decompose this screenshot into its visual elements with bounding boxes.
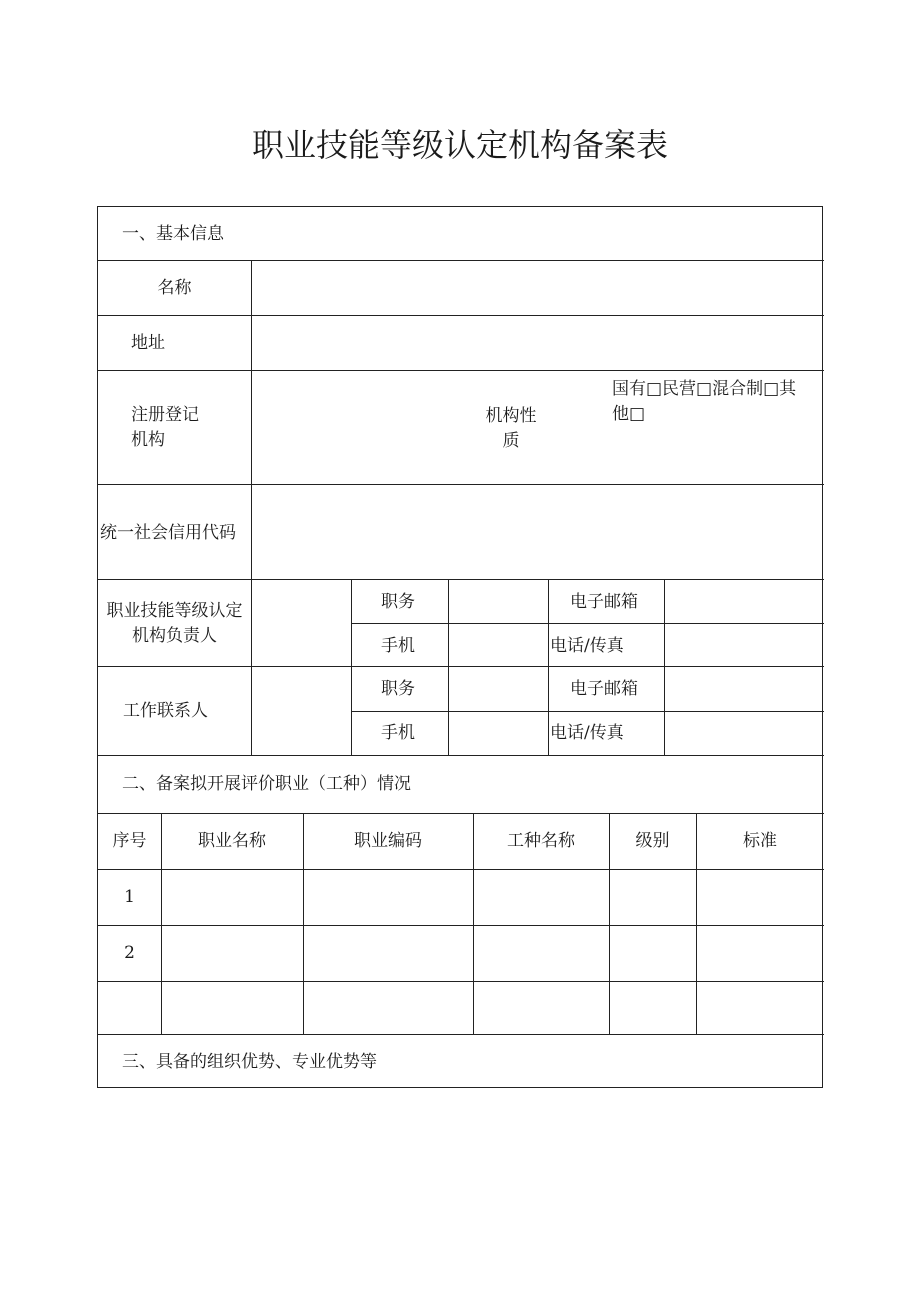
section-1-heading: 一、基本信息 bbox=[122, 224, 224, 244]
divider bbox=[98, 813, 824, 814]
divider bbox=[98, 981, 824, 982]
reg-authority-label: 注册登记 bbox=[131, 405, 199, 425]
divider bbox=[664, 579, 665, 755]
divider bbox=[98, 925, 824, 926]
divider bbox=[448, 579, 449, 755]
divider bbox=[98, 666, 824, 667]
column-header: 工种名称 bbox=[507, 831, 575, 851]
divider bbox=[548, 579, 549, 755]
column-header: 序号 bbox=[112, 831, 147, 851]
divider bbox=[351, 579, 352, 755]
column-header: 标准 bbox=[743, 831, 777, 851]
address-field[interactable] bbox=[254, 321, 822, 368]
nature-label: 质 bbox=[502, 431, 520, 451]
divider bbox=[98, 370, 824, 371]
divider bbox=[98, 315, 824, 316]
phone-fax-label: 电话/传真 bbox=[550, 636, 624, 656]
position-label: 职务 bbox=[381, 679, 415, 699]
credit-code-field[interactable] bbox=[254, 490, 822, 576]
nature-options[interactable]: 国有□民营□混合制□其 bbox=[612, 379, 797, 399]
registration-form bbox=[97, 206, 823, 1088]
nature-options[interactable]: 他□ bbox=[612, 404, 646, 424]
divider bbox=[98, 484, 824, 485]
head-label: 机构负责人 bbox=[132, 626, 217, 646]
row-seq: 2 bbox=[124, 943, 135, 963]
reg-authority-label: 机构 bbox=[131, 430, 165, 450]
email-label: 电子邮箱 bbox=[570, 679, 638, 699]
email-label: 电子邮箱 bbox=[570, 592, 638, 612]
address-label: 地址 bbox=[131, 333, 165, 353]
divider bbox=[98, 755, 824, 756]
nature-label: 机构性 bbox=[485, 406, 537, 426]
name-label: 名称 bbox=[157, 278, 192, 298]
row-seq: 1 bbox=[124, 887, 135, 907]
mobile-label: 手机 bbox=[381, 723, 415, 743]
position-label: 职务 bbox=[381, 592, 415, 612]
divider bbox=[98, 869, 824, 870]
column-header: 职业编码 bbox=[354, 831, 422, 851]
divider bbox=[351, 623, 824, 624]
divider bbox=[98, 260, 824, 261]
section-2-heading: 二、备案拟开展评价职业（工种）情况 bbox=[122, 774, 411, 794]
head-label: 职业技能等级认定 bbox=[106, 601, 243, 621]
divider bbox=[98, 1034, 824, 1035]
column-header: 职业名称 bbox=[198, 831, 266, 851]
name-field[interactable] bbox=[254, 266, 822, 313]
column-header: 级别 bbox=[635, 831, 670, 851]
divider bbox=[98, 579, 824, 580]
section-3-heading: 三、具备的组织优势、专业优势等 bbox=[122, 1052, 377, 1072]
divider bbox=[251, 260, 252, 755]
phone-fax-label: 电话/传真 bbox=[550, 723, 624, 743]
divider bbox=[351, 711, 824, 712]
mobile-label: 手机 bbox=[381, 636, 415, 656]
credit-code-label: 统一社会信用代码 bbox=[100, 523, 236, 543]
document-title: 职业技能等级认定机构备案表 bbox=[251, 126, 668, 164]
contact-label: 工作联系人 bbox=[123, 701, 208, 721]
